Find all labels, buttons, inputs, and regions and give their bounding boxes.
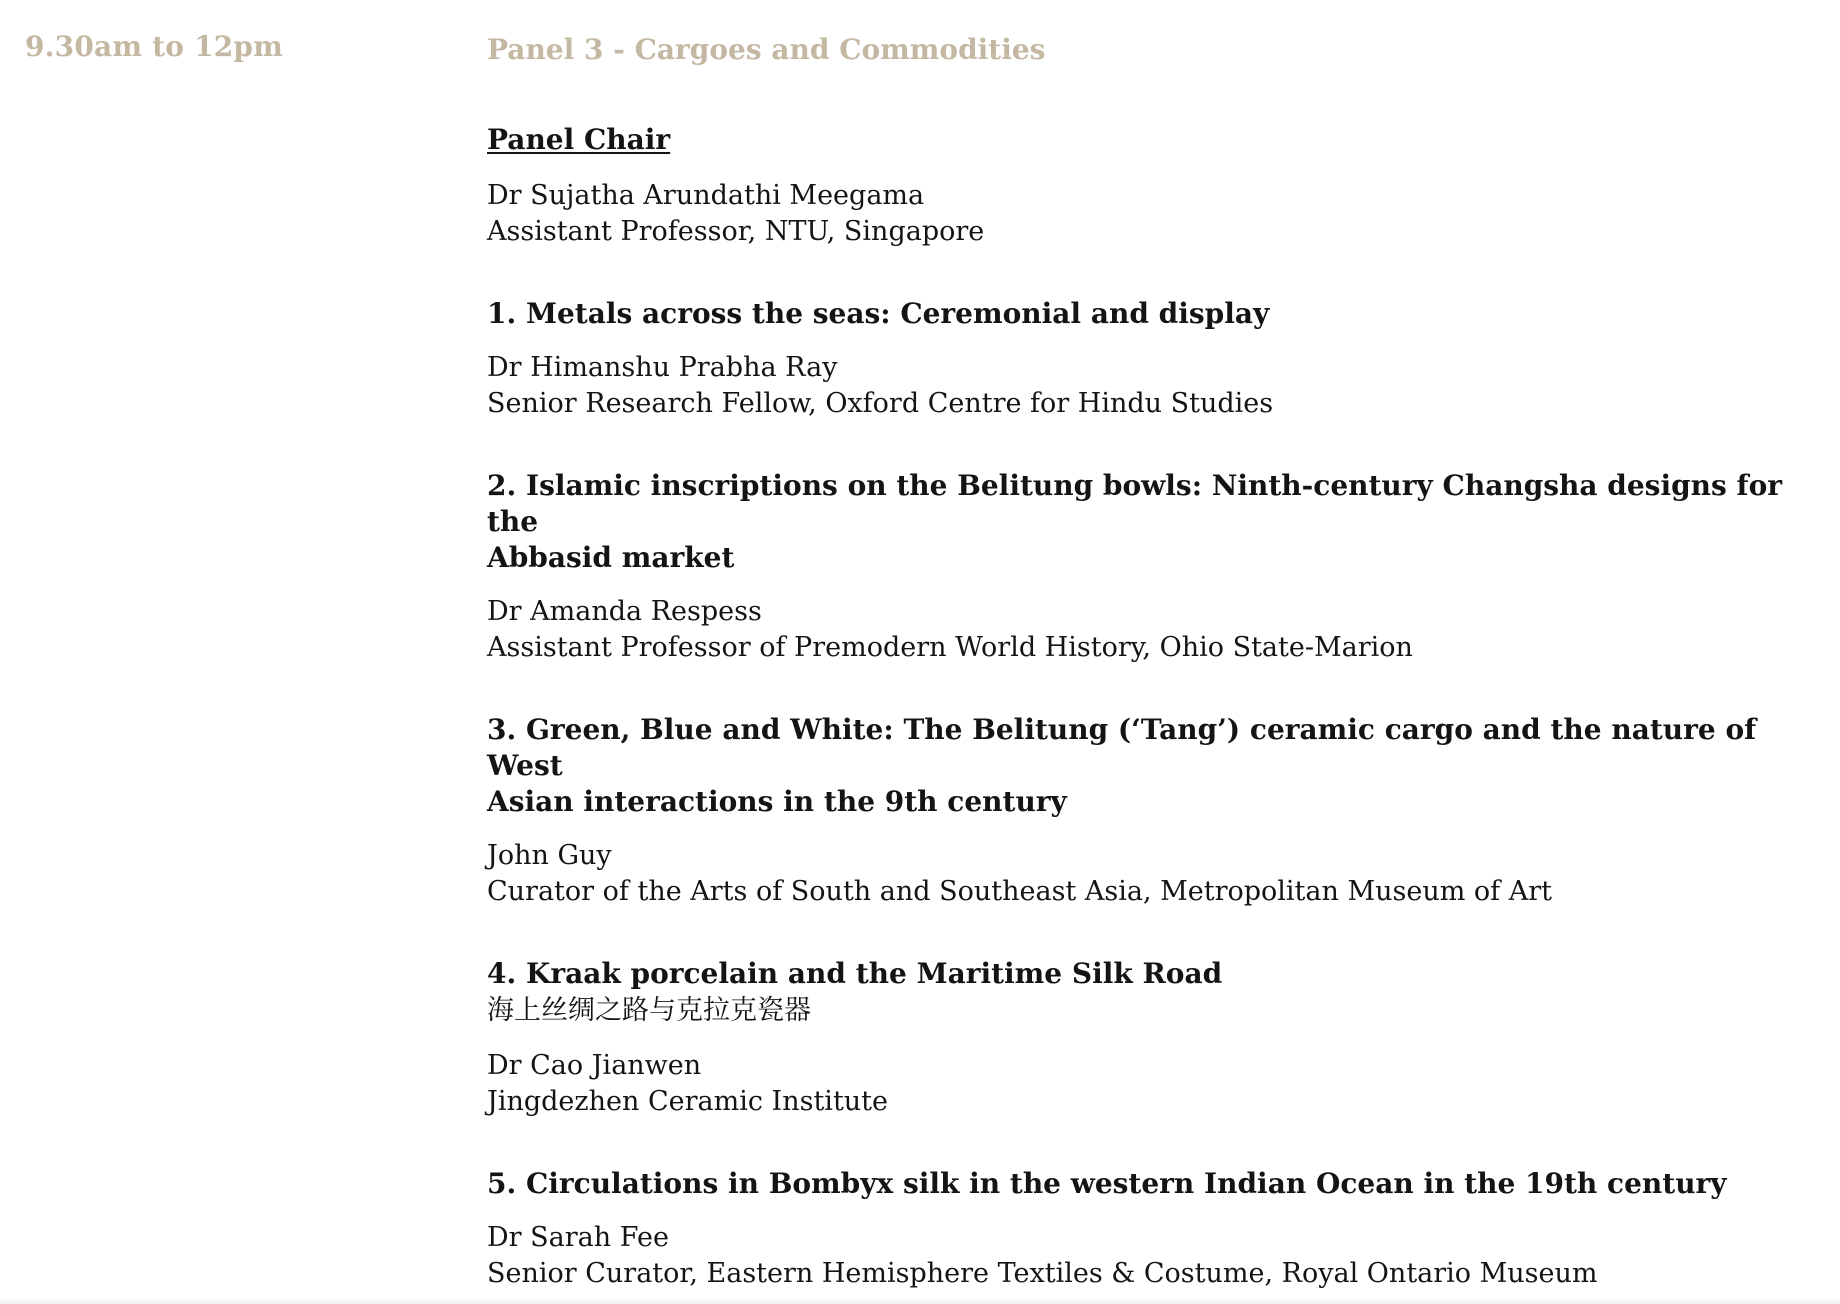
page-bottom-edge	[0, 1298, 1840, 1304]
speaker-name: Dr Amanda Respess	[487, 596, 762, 627]
talk-title-line: 2. Islamic inscriptions on the Belitung bowls: Ninth-century Changsha designs for the	[487, 469, 1782, 538]
talk-title-line: 1. Metals across the seas: Ceremonial and display	[487, 297, 1270, 330]
talk-title	[487, 712, 1787, 820]
talk-title-line: Abbasid market	[487, 541, 735, 574]
session-time: 9.30am to 12pm	[25, 30, 284, 63]
talk-title	[487, 468, 1787, 576]
talk-speaker	[487, 1220, 1787, 1292]
talk-item	[487, 468, 1787, 666]
talk-title-line: 4. Kraak porcelain and the Maritime Silk Road	[487, 957, 1223, 990]
speaker-affiliation: Assistant Professor of Premodern World History, Ohio State-Marion	[487, 632, 1413, 663]
panel-chair-heading: Panel Chair	[487, 123, 671, 156]
talk-speaker	[487, 838, 1787, 910]
speaker-affiliation: Senior Curator, Eastern Hemisphere Textiles & Costume, Royal Ontario Museum	[487, 1258, 1598, 1289]
talk-item	[487, 712, 1787, 910]
panel-title: Panel 3 - Cargoes and Commodities	[487, 33, 1046, 66]
programme-panel	[487, 30, 1787, 1292]
talk-title-line: Asian interactions in the 9th century	[487, 785, 1067, 818]
speaker-name: Dr Cao Jianwen	[487, 1050, 702, 1081]
speaker-affiliation: Senior Research Fellow, Oxford Centre for Hindu Studies	[487, 388, 1274, 419]
talk-speaker	[487, 1048, 1787, 1120]
talk-title-line: 3. Green, Blue and White: The Belitung (‘Tang’) ceramic cargo and the nature of West	[487, 713, 1757, 782]
speaker-affiliation: Curator of the Arts of South and Southeast Asia, Metropolitan Museum of Art	[487, 876, 1553, 907]
talk-item	[487, 956, 1787, 1120]
speaker-name: John Guy	[487, 840, 612, 871]
talk-item	[487, 296, 1787, 422]
panel-chair	[487, 178, 1787, 250]
talk-title	[487, 296, 1787, 332]
chair-affiliation: Assistant Professor, NTU, Singapore	[487, 216, 985, 247]
talk-item	[487, 1166, 1787, 1292]
talk-chinese-subtitle: 海上丝绸之路与克拉克瓷器	[487, 995, 811, 1026]
talk-title	[487, 1166, 1787, 1202]
speaker-name: Dr Himanshu Prabha Ray	[487, 352, 838, 383]
talk-title	[487, 956, 1787, 992]
talk-speaker	[487, 594, 1787, 666]
talk-speaker	[487, 350, 1787, 422]
talk-title-line: 5. Circulations in Bombyx silk in the western Indian Ocean in the 19th century	[487, 1167, 1727, 1200]
speaker-name: Dr Sarah Fee	[487, 1222, 669, 1253]
speaker-affiliation: Jingdezhen Ceramic Institute	[487, 1086, 889, 1117]
chair-name: Dr Sujatha Arundathi Meegama	[487, 180, 925, 211]
